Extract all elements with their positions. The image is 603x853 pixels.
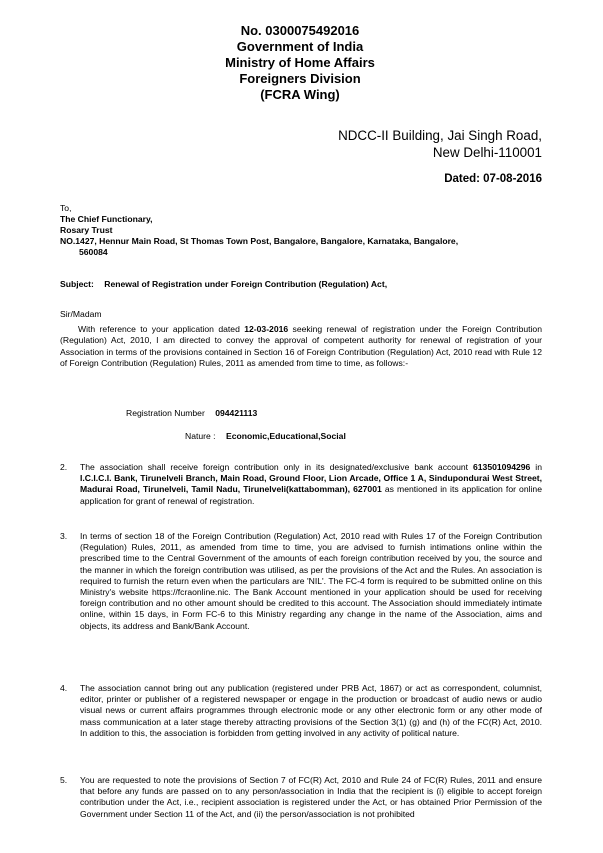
application-date: 12-03-2016 [244,324,289,334]
recipient-address-1: NO.1427, Hennur Main Road, St Thomas Town Post, Bangalore, Bangalore, Karnataka, Bangalore, [60,236,459,246]
bank-account-number: 613501094296 [472,462,531,472]
letterhead [180,23,420,103]
para1-pre: With reference to your application dated [78,324,245,334]
registration-label: Registration Number [126,408,205,418]
wing-line: (FCRA Wing) [260,87,340,102]
letter-number: No. 0300075492016 [240,23,360,38]
nature-row [185,431,346,442]
bank-details: I.C.I.C.I. Bank, Tirunelveli Branch, Main Road, Ground Floor, Lion Arcade, Office 1 A, Sindupondurai West Street, Madurai Road, Tirunelveli, Tamil Nadu, Tirunelveli(kattabomman), 627001 [80,473,542,495]
publication-paragraph: The association cannot bring out any publication (registered under PRB Act, 1867) or act as correspondent, columnist, editor, printer or publisher of a registered newspaper or engage in the production or broadcast of audio news or audio visual news or current affairs programmes through electronic mode or any other electronic form or any other mode of mass communication at a later stage thereby attracting provisions of the Section 3(1) (g) and (h) of the FC(R) Act, 2010. In addition to this, the association is forbidden from getting involved in any activity of political nature. [80,683,542,738]
govt-line: Government of India [236,39,364,54]
subject-line [60,279,550,290]
salutation: Sir/Madam [60,309,102,319]
subject-text: Renewal of Registration under Foreign Contribution (Regulation) Act, [104,279,388,289]
address-line-2: New Delhi-110001 [432,145,542,160]
item-number: 4. [60,683,68,693]
division-line: Foreigners Division [239,71,361,86]
recipient-org: Rosary Trust [60,225,113,235]
letter-date: Dated: 07-08-2016 [444,173,542,185]
opening-paragraph [60,324,542,369]
address-line-1: NDCC-II Building, Jai Singh Road, [338,128,542,143]
office-address [260,127,542,161]
nature-value: Economic,Educational,Social [225,431,346,441]
returns-paragraph: In terms of section 18 of the Foreign Contribution (Regulation) Act, 2010 read with Rules 17 of the Foreign Contribution (Regulation) Rules, 2011, as amended from time to time, you are advised to furnish intimations online within the prescribed time to the Central Government of the amounts of each foreign contribution received by you, the source and the manner in which the foreign contribution was utilised, as per the provisions of the Act and the Rules. An association is required to furnish the return even when the particulars are 'NIL'. The FC-4 form is required to be submitted online on this Ministry's website https://fcraonline.nic. The Bank Account mentioned in your application should be used for receiving foreign contribution and no other amount should be credited to this account. The Association should immediately intimate online, within 15 days, in Form FC-6 to this Ministry regarding any change in the name of the Association, aims and objects, its address and Bank/Bank Account. [80,531,542,631]
recipient-title: The Chief Functionary, [60,214,153,224]
item2-mid: in [530,462,542,472]
item-number: 2. [60,462,68,472]
item-number: 3. [60,531,68,541]
recipient-address-2: 560084 [79,247,108,257]
to-label: To, [60,203,72,213]
transfer-paragraph: You are requested to note the provisions of Section 7 of FC(R) Act, 2010 and Rule 24 of FC(R) Rules, 2011 and ensure that before any funds are passed on to any person/association in India that the recipient is (i) eligible to accept foreign contribution under the Act, i.e., recipient association is registered under the Act, or has obtained Prior Permission of the Government under Section 11 of the Act, and (ii) the person/association is not prohibited [80,775,542,819]
ministry-line: Ministry of Home Affairs [225,55,375,70]
item2-pre: The association shall receive foreign contribution only in its designated/exclusive bank account [80,462,473,472]
item2-post: as mentioned in its application for online application for grant of renewal of registration. [80,484,542,506]
registration-number-row [126,408,257,419]
bank-account-paragraph [80,462,542,507]
subject-label: Subject: [60,279,94,289]
item-number: 5. [60,775,68,785]
nature-label: Nature : [185,431,216,441]
recipient-block [60,203,550,258]
registration-value: 094421113 [215,408,258,418]
para1-post: seeking renewal of registration under the Foreign Contribution (Regulation) Act, 2010, I am directed to convey the approval of competent authority for renewal of registration of your Association in terms of the provisions contained in Section 16 of Foreign Contribution (Regulation) Act, 2010 read with Rule 12 of Foreign Contribution (Regulation) Rules, 2011 as amended from time to time, as follows:- [60,324,542,368]
